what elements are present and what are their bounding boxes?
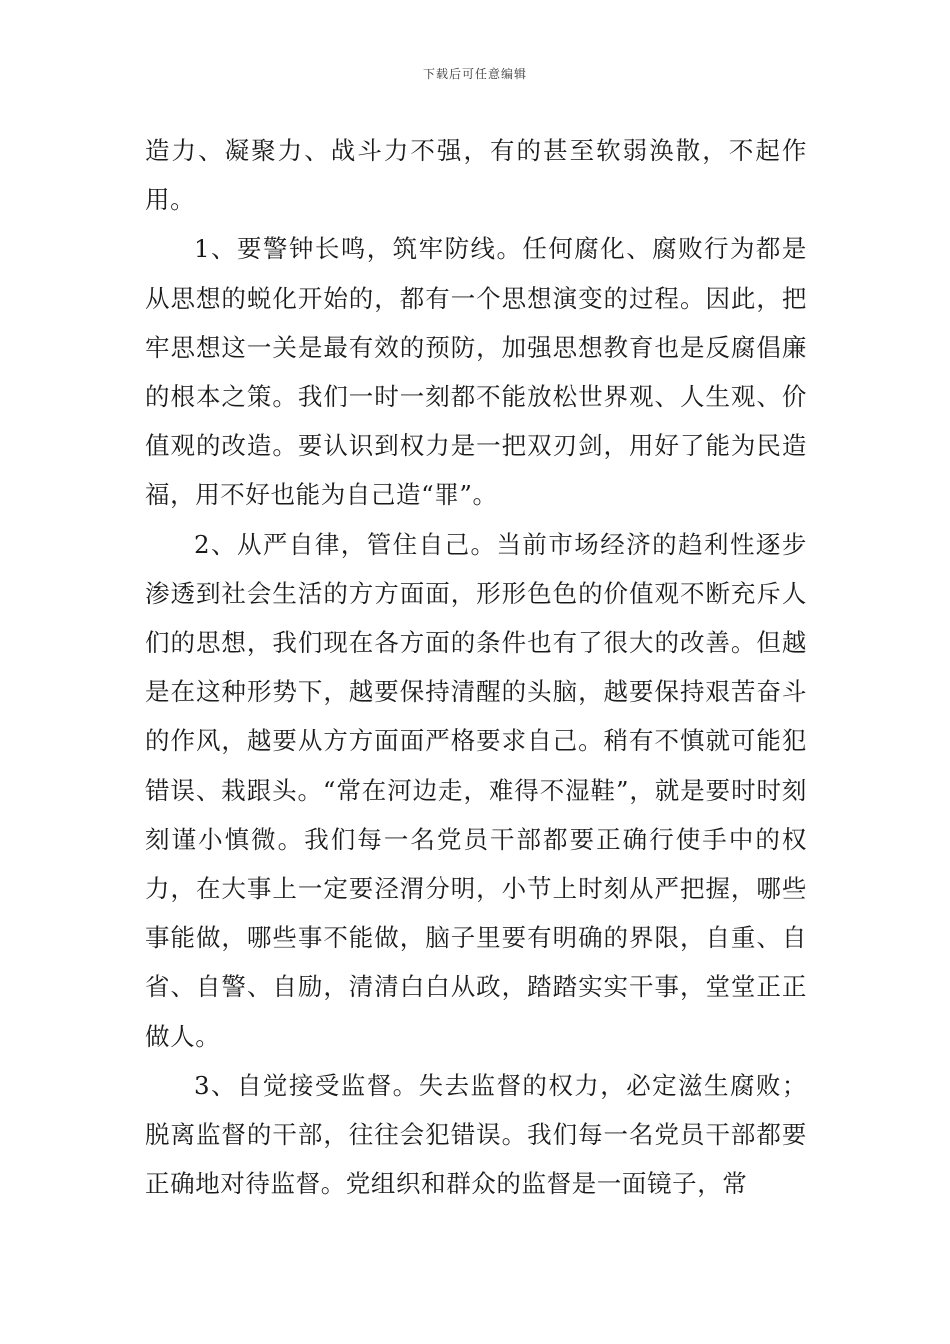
paragraph-item-3: 3、自觉接受监督。失去监督的权力，必定滋生腐败；脱离监督的干部，往往会犯错误。我们每一名党员干部都要正确地对待监督。党组织和群众的监督是一面镜子，常 xyxy=(145,1070,807,1199)
document-body xyxy=(145,126,807,1208)
paragraph-item-1: 1、要警钟长鸣，筑牢防线。任何腐化、腐败行为都是从思想的蜕化开始的，都有一个思想演变的过程。因此，把牢思想这一关是最有效的预防，加强思想教育也是反腐倡廉的根本之策。我们一时一刻都不能放松世界观、人生观、价值观的改造。要认识到权力是一把双刃剑，用好了能为民造福，用不好也能为自己造“罪”。 xyxy=(145,234,807,510)
paragraph-continuation: 造力、凝聚力、战斗力不强，有的甚至软弱涣散，不起作用。 xyxy=(145,136,807,215)
page-header: 下载后可任意编辑 xyxy=(422,67,527,81)
paragraph-item-2: 2、从严自律，管住自己。当前市场经济的趋利性逐步渗透到社会生活的方方面面，形形色色的价值观不断充斥人们的思想，我们现在各方面的条件也有了很大的改善。但越是在这种形势下，越要保持清醒的头脑，越要保持艰苦奋斗的作风，越要从方方面面严格要求自己。稍有不慎就可能犯错误、栽跟头。“常在河边走，难得不湿鞋”，就是要时时刻刻谨小慎微。我们每一名党员干部都要正确行使手中的权力，在大事上一定要泾渭分明，小节上时刻从严把握，哪些事能做，哪些事不能做，脑子里要有明确的界限，自重、自省、自警、自励，清清白白从政，踏踏实实干事，堂堂正正做人。 xyxy=(145,529,807,1051)
